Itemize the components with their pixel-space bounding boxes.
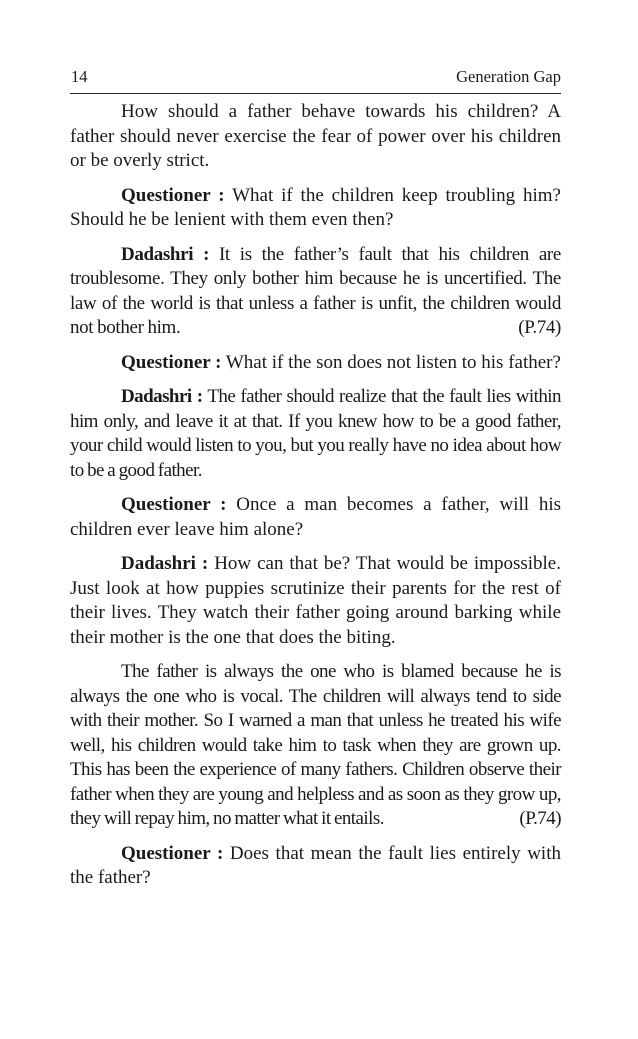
speaker-label: Questioner :	[121, 842, 224, 864]
page-number: 14	[71, 67, 88, 86]
running-title: Generation Gap	[456, 67, 561, 86]
speaker-label: Dadashri :	[121, 243, 210, 265]
paragraph	[70, 351, 561, 376]
paragraph	[70, 100, 561, 174]
paragraph-text: What if the children keep troubling him? Should he be lenient with them even then?	[70, 184, 561, 230]
page-reference: (P.74)	[519, 808, 561, 829]
paragraph	[70, 493, 561, 542]
paragraph-text: How should a father behave towards his children? A father should never exercise the fear of power over his children or be overly strict.	[70, 101, 561, 171]
paragraph	[70, 184, 561, 233]
speaker-label: Dadashri :	[121, 553, 209, 574]
paragraph	[70, 243, 561, 341]
paragraph-text: Does that mean the fault lies entirely with the father?	[70, 842, 561, 888]
page-header	[70, 66, 561, 88]
paragraph-text: The father should realize that the fault lies within him only, and leave it at that. If you knew how to be a good father, your child would listen to you, but you really have no idea about how to be a good father.	[70, 386, 561, 481]
paragraph-text: It is the father’s fault that his children are troublesome. They only bother him because he is uncertified. The law of the world is that unless a father is unfit, the children would not bother him.	[70, 243, 561, 338]
speaker-label: Dadashri :	[121, 386, 203, 407]
paragraph-text: What if the son does not listen to his father?	[221, 351, 561, 373]
paragraph	[70, 552, 561, 650]
body-text	[70, 100, 561, 901]
paragraph-text: The father is always the one who is blamed because he is always the one who is vocal. The children will always tend to side with their mother. So I warned a man that unless he treated his wife well, his children would take him to task when they are grown up. This has been the experience of many fathers. Children observe their father when they are young and helpless and as soon as they grow up, they will repay him, no matter what it entails.	[70, 661, 561, 829]
paragraph-text: Once a man becomes a father, will his children ever leave him alone?	[70, 494, 561, 540]
speaker-label: Questioner :	[121, 184, 225, 206]
paragraph	[70, 385, 561, 483]
page-reference: (P.74)	[518, 317, 561, 338]
speaker-label: Questioner :	[121, 494, 227, 515]
paragraph	[70, 842, 561, 891]
header-rule	[70, 93, 561, 94]
paragraph	[70, 660, 561, 832]
speaker-label: Questioner :	[121, 351, 222, 373]
paragraph-text: How can that be? That would be impossible. Just look at how puppies scrutinize their parents for the rest of their lives. They watch their father going around barking while their mother is the one that does the biting.	[70, 553, 561, 648]
